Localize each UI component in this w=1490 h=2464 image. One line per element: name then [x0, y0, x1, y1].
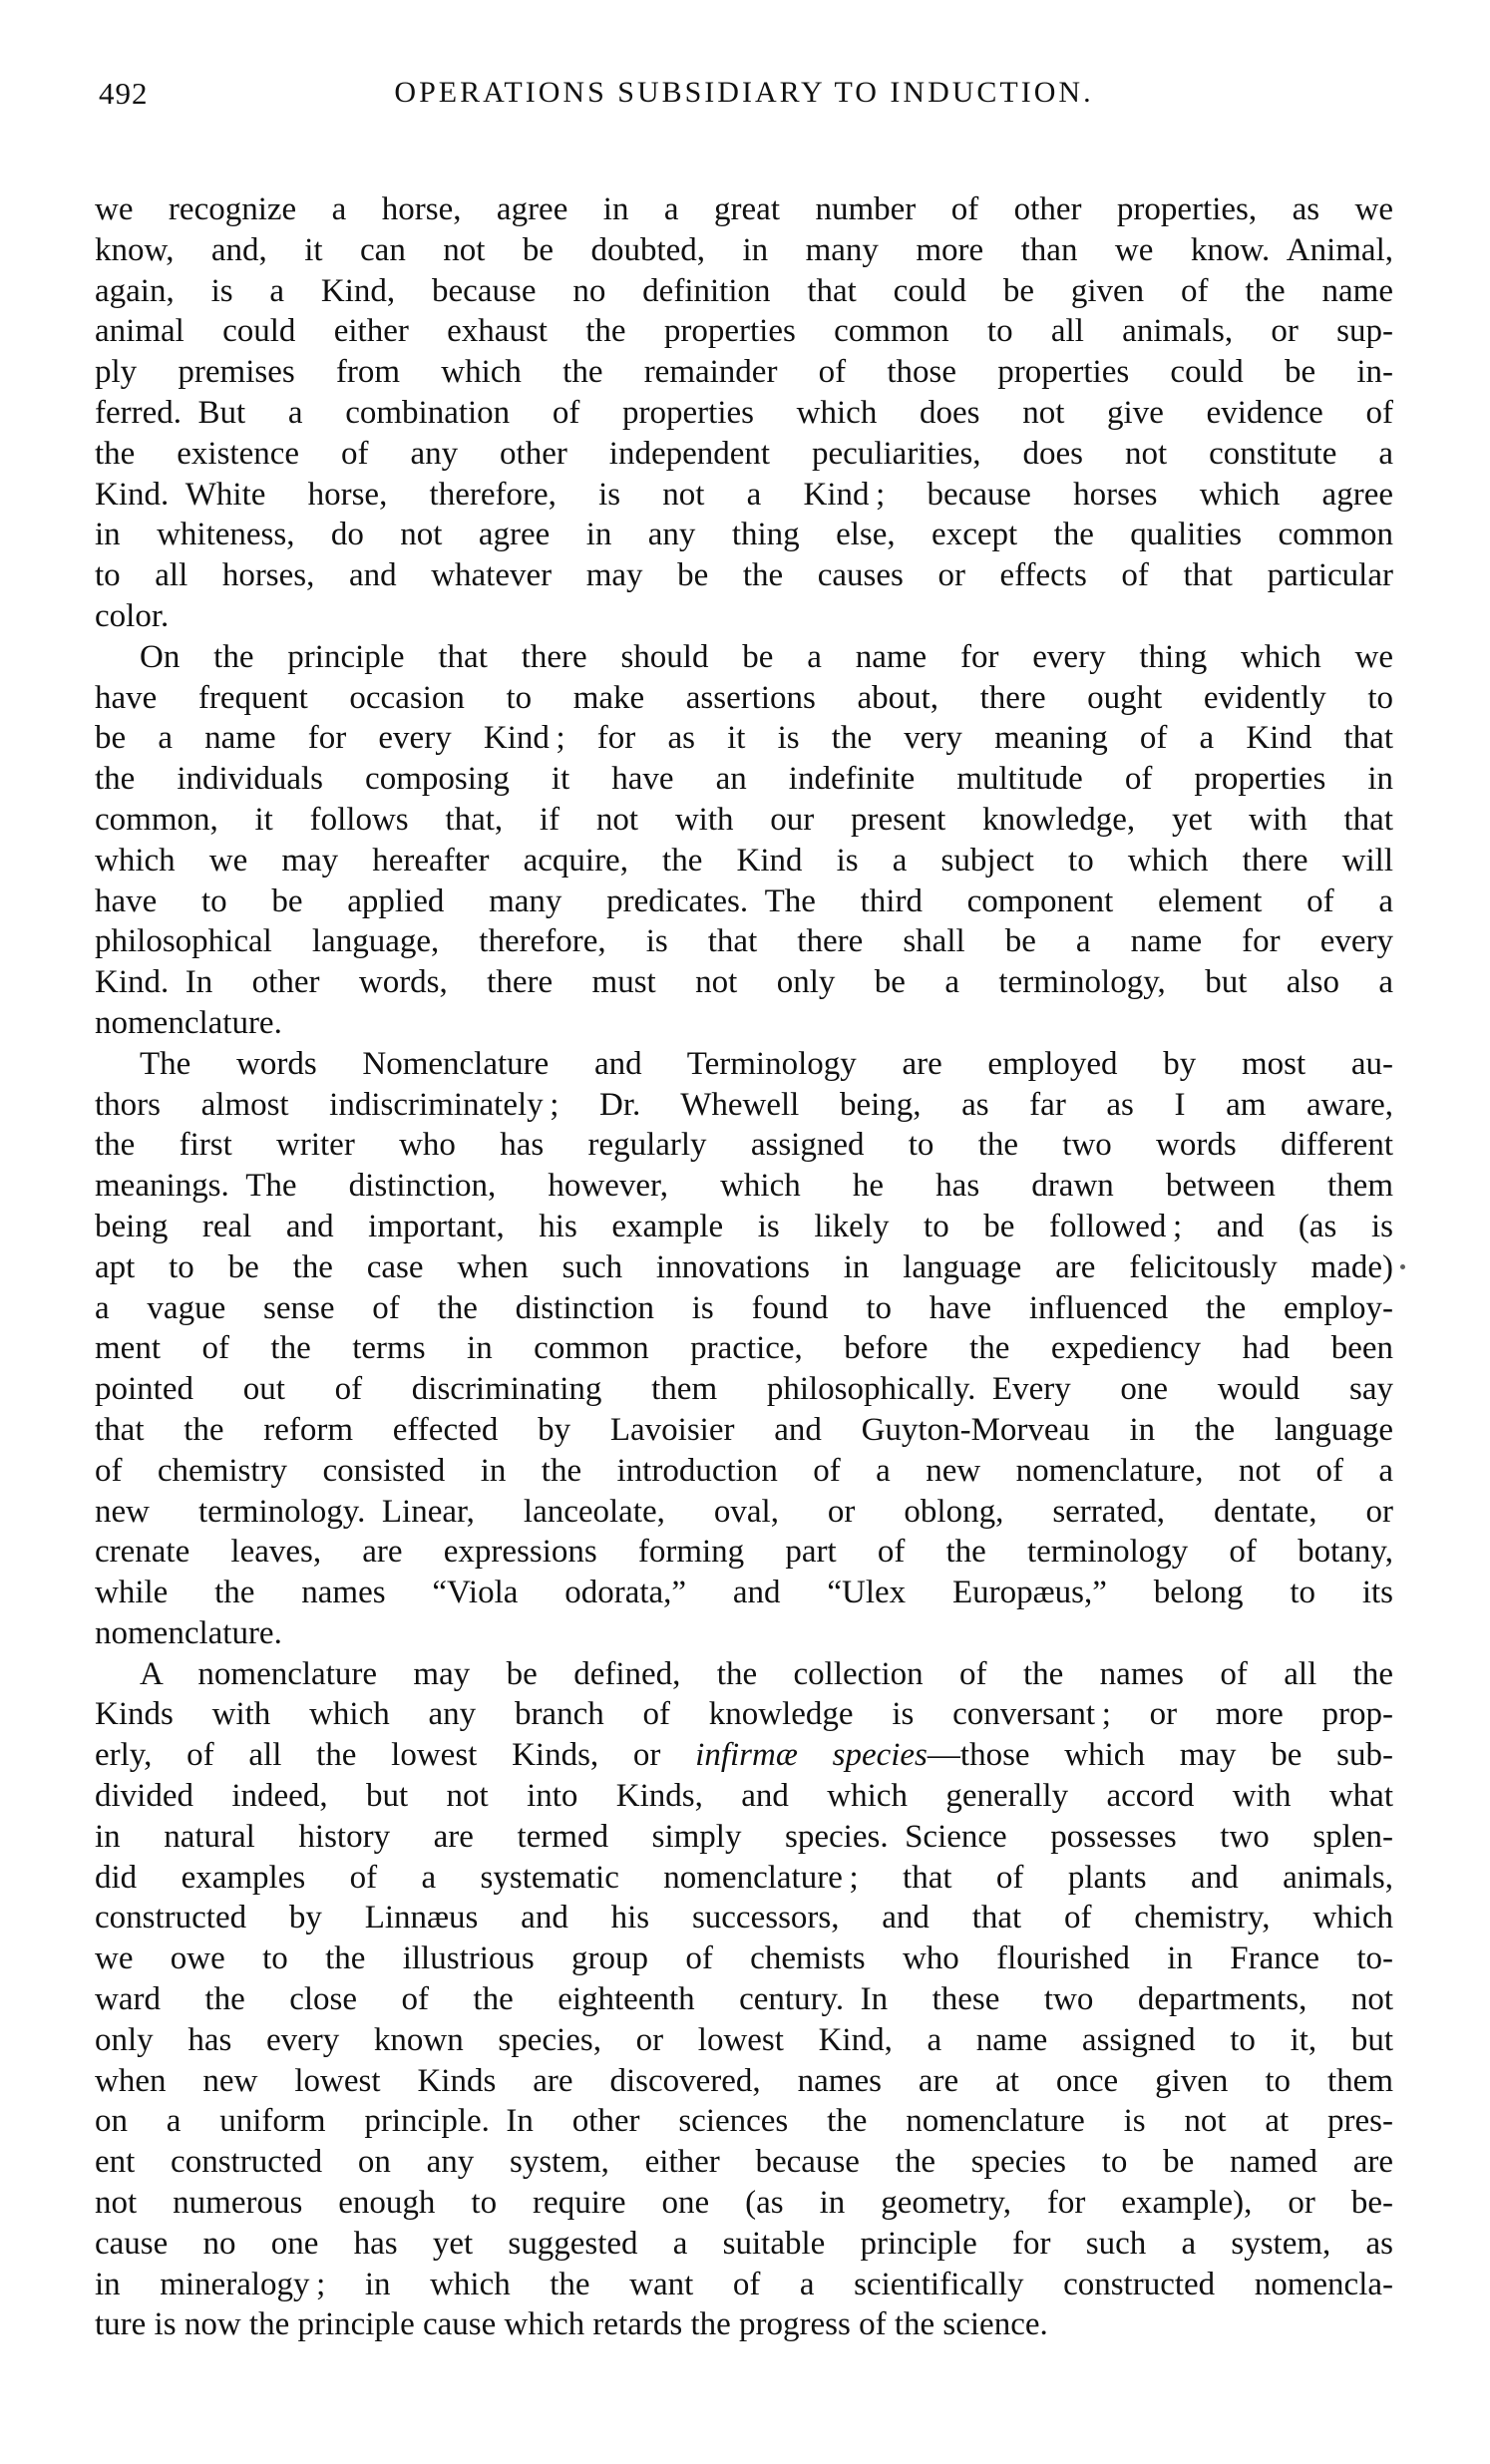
text-line: we owe to the illustrious group of chemists who flourished in France to- — [95, 1940, 1393, 1977]
text-line: erly, of all the lowest Kinds, or infirmæ species—those which may be sub- — [95, 1737, 1393, 1774]
text-line: being real and important, his example is likely to be followed ; and (as is — [95, 1208, 1393, 1244]
text-line: Kind. White horse, therefore, is not a Kind ; because horses which agree — [95, 476, 1393, 513]
text-line: The words Nomenclature and Terminology are employed by most au- — [140, 1045, 1393, 1082]
text-line: in mineralogy ; in which the want of a scientifically constructed nomencla- — [95, 2266, 1393, 2302]
text-line: have frequent occasion to make assertions about, there ought evidently to — [95, 679, 1393, 716]
text-line: color. — [95, 597, 170, 634]
text-line: only has every known species, or lowest Kind, a name assigned to it, but — [95, 2021, 1393, 2058]
text-line: Kinds with which any branch of knowledge is conversant ; or more prop- — [95, 1696, 1393, 1733]
text-line: ferred. But a combination of properties which does not give evidence of — [95, 394, 1393, 431]
text-line: nomenclature. — [95, 1614, 282, 1651]
text-line: to all horses, and whatever may be the causes or effects of that particular — [95, 557, 1393, 594]
text-line: new terminology. Linear, lanceolate, oval, or oblong, serrated, dentate, or — [95, 1493, 1393, 1530]
text-line: On the principle that there should be a name for every thing which we — [140, 638, 1393, 675]
text-line: ment of the terms in common practice, before the expediency had been — [95, 1330, 1393, 1367]
text-line: on a uniform principle. In other sciences the nomenclature is not at pres- — [95, 2103, 1393, 2140]
text-line: A nomenclature may be defined, the collection of the names of all the — [140, 1655, 1393, 1692]
text-line: ture is now the principle cause which retards the progress of the science. — [95, 2306, 1048, 2343]
text-line: Kind. In other words, there must not only be a terminology, but also a — [95, 964, 1393, 1001]
text-line: ply premises from which the remainder of those properties could be in- — [95, 354, 1393, 391]
text-line: common, it follows that, if not with our present knowledge, yet with that — [95, 801, 1393, 838]
text-line: animal could either exhaust the properties common to all animals, or sup- — [95, 313, 1393, 350]
text-line: thors almost indiscriminately ; Dr. Whewell being, as far as I am aware, — [95, 1086, 1393, 1123]
text-line: meanings. The distinction, however, which he has drawn between them — [95, 1168, 1393, 1205]
text-line: know, and, it can not be doubted, in many more than we know. Animal, — [95, 231, 1393, 268]
text-line: philosophical language, therefore, is that there shall be a name for every — [95, 923, 1393, 960]
scan-artifact-dot — [1400, 1264, 1405, 1269]
text-line: a vague sense of the distinction is found to have influenced the employ- — [95, 1289, 1393, 1326]
text-line: while the names “Viola odorata,” and “Ulex Europæus,” belong to its — [95, 1575, 1393, 1611]
text-line: which we may hereafter acquire, the Kind is a subject to which there will — [95, 842, 1393, 879]
text-line: the individuals composing it have an indefinite multitude of properties in — [95, 761, 1393, 798]
text-line: be a name for every Kind ; for as it is the very meaning of a Kind that — [95, 720, 1393, 757]
text-line: when new lowest Kinds are discovered, names are at once given to them — [95, 2062, 1393, 2099]
text-line: apt to be the case when such innovations in language are felicitously made) — [95, 1248, 1393, 1285]
text-line: that the reform effected by Lavoisier and Guyton-Morveau in the language — [95, 1411, 1393, 1448]
text-line: again, is a Kind, because no definition that could be given of the name — [95, 272, 1393, 309]
page-header — [95, 74, 1393, 118]
text-line: we recognize a horse, agree in a great number of other properties, as we — [95, 191, 1393, 227]
text-line: in whiteness, do not agree in any thing else, except the qualities common — [95, 517, 1393, 553]
text-line: ward the close of the eighteenth century. In these two departments, not — [95, 1981, 1393, 2018]
page-number: 492 — [99, 76, 149, 111]
text-line: ent constructed on any system, either because the species to be named are — [95, 2144, 1393, 2181]
text-line: pointed out of discriminating them philosophically. Every one would say — [95, 1371, 1393, 1408]
body-text — [95, 189, 1393, 2345]
text-line: constructed by Linnæus and his successors, and that of chemistry, which — [95, 1900, 1393, 1936]
text-line: nomenclature. — [95, 1004, 282, 1041]
text-line: cause no one has yet suggested a suitable principle for such a system, as — [95, 2225, 1393, 2262]
text-line: crenate leaves, are expressions forming part of the terminology of botany, — [95, 1534, 1393, 1571]
text-line: have to be applied many predicates. The third component element of a — [95, 882, 1393, 919]
text-line: the existence of any other independent peculiarities, does not constitute a — [95, 435, 1393, 472]
text-line: did examples of a systematic nomenclature ; that of plants and animals, — [95, 1859, 1393, 1896]
text-line: divided indeed, but not into Kinds, and which generally accord with what — [95, 1778, 1393, 1815]
text-line: not numerous enough to require one (as in geometry, for example), or be- — [95, 2185, 1393, 2222]
text-line: in natural history are termed simply species. Science possesses two splen- — [95, 1818, 1393, 1855]
running-title: OPERATIONS SUBSIDIARY TO INDUCTION. — [394, 76, 1094, 109]
text-line: the first writer who has regularly assigned to the two words different — [95, 1127, 1393, 1164]
text-line: of chemistry consisted in the introduction of a new nomenclature, not of a — [95, 1452, 1393, 1489]
